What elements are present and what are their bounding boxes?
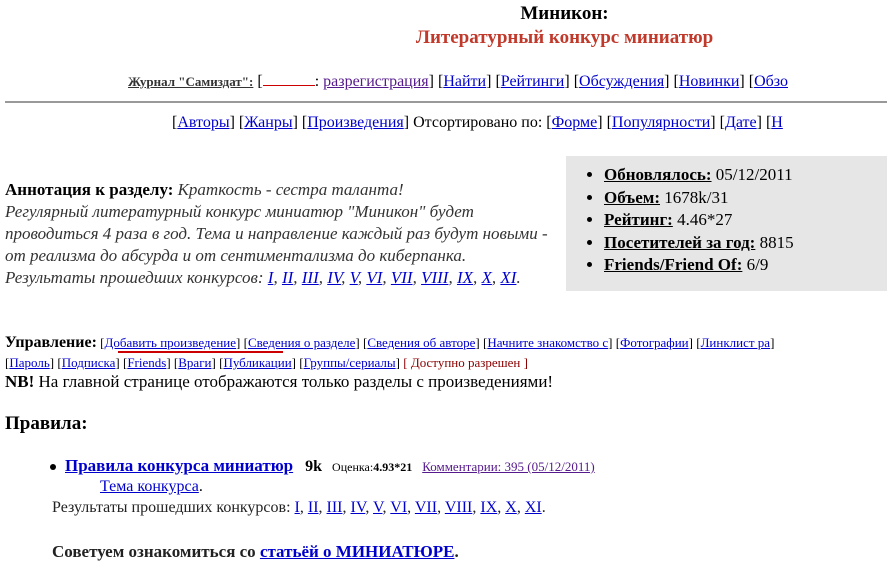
authors-link[interactable]: Авторы (177, 114, 230, 131)
rules-result-link-4[interactable]: V (373, 499, 383, 516)
sort-date-link[interactable]: Дате (724, 114, 757, 131)
stat-visitors: • Посетителей за год: 8815 (604, 232, 794, 255)
rules-result-link-1[interactable]: II (307, 499, 319, 516)
result-link-8[interactable]: IX (456, 268, 473, 287)
rating-label: Оценка: (332, 460, 374, 474)
divider (5, 101, 887, 103)
login-field[interactable] (263, 71, 315, 86)
rules-result-link-8[interactable]: IX (480, 499, 498, 516)
mgmt-link2-2[interactable]: Friends (127, 355, 167, 370)
rules-result-link-9[interactable]: X (505, 499, 517, 516)
stat-friends: • Friends/Friend Of: 6/9 (604, 254, 794, 277)
annotation-label: Аннотация к разделу: (5, 180, 174, 199)
result-link-9[interactable]: X (481, 268, 492, 287)
result-link-0[interactable]: I (267, 268, 274, 287)
mgmt-link2-1[interactable]: Подписка (61, 355, 116, 370)
sort-form-link[interactable]: Форме (551, 114, 598, 131)
result-link-1[interactable]: II (281, 268, 294, 287)
top-navigation: Журнал "Самиздат": [ : разрегистрация] [Найти] [Рейтинги] [Обсуждения] [Новинки] [Обзо (128, 73, 788, 90)
rules-result-link-2[interactable]: III (326, 499, 343, 516)
rules-result-link-0[interactable]: I (294, 499, 300, 516)
sort-more-link[interactable]: Н (771, 114, 783, 131)
article-link[interactable]: статьёй о МИНИАТЮРЕ (259, 542, 455, 561)
mgmt-link-2[interactable]: Сведения об авторе (367, 335, 476, 350)
access-status: Доступно разрешен (410, 355, 521, 370)
mgmt-link-3[interactable]: Начните знакомство с (487, 335, 609, 350)
stats-list (604, 164, 794, 277)
overview-link[interactable]: Обзо (754, 73, 788, 90)
ratings-link[interactable]: Рейтинги (500, 73, 565, 90)
rules-result-link-6[interactable]: VII (414, 499, 438, 516)
rating-value: 4.93*21 (373, 460, 413, 474)
discussions-link[interactable]: Обсуждения (579, 73, 665, 90)
list-item (50, 456, 595, 476)
mgmt-link-4[interactable]: Фотографии (620, 335, 689, 350)
management-bar: Управление: [Добавить произведение] [Сведения о разделе] [Сведения об авторе] [Начните знакомство с] [Фотографии] [Линклист ра] [Пароль] [Подписка] [Friends] [Враги] [Публикации] [Группы/сериалы] [ Доступно разрешен ] (5, 334, 775, 370)
annotation-text: Регулярный литературный конкурс миниатюр "Миникон" будет проводиться 4 раза в год. Тема и направление каждый раз будут новыми - от реализма до абсурда и от сентиментализма до киберпанка. (5, 202, 548, 265)
journal-label: Журнал "Самиздат": (128, 74, 254, 89)
stat-volume: • Объем: 1678k/31 (604, 187, 794, 210)
page-subtitle: Литературный конкурс миниатюр (415, 27, 714, 48)
results-links: I, II, III, IV, V, VI, VII, VIII, IX, X, XI. (267, 268, 521, 287)
rules-result-link-5[interactable]: VI (390, 499, 408, 516)
mgmt-link-1[interactable]: Сведения о разделе (247, 335, 356, 350)
rules-result-link-7[interactable]: VIII (444, 499, 473, 516)
stat-updated: • Обновлялось: 05/12/2011 (604, 164, 794, 187)
find-link[interactable]: Найти (443, 73, 487, 90)
mgmt-link2-4[interactable]: Публикации (223, 355, 292, 370)
rules-result-link-3[interactable]: IV (350, 499, 366, 516)
highlight-underline (118, 351, 283, 353)
sort-navigation: [Авторы] [Жанры] [Произведения] Отсортировано по: [Форме] [Популярности] [Дате] [Н (172, 114, 783, 131)
result-link-7[interactable]: VIII (421, 268, 449, 287)
result-link-10[interactable]: XI (500, 268, 517, 287)
mgmt-link-0[interactable]: Добавить произведение (104, 335, 237, 350)
bullet-icon (50, 464, 56, 470)
rules-heading: Правила: (5, 413, 88, 434)
mgmt-link-5[interactable]: Линклист ра (700, 335, 771, 350)
advice: Советуем ознакомиться со статьёй о МИНИАТЮРЕ. (52, 542, 459, 561)
rules-link[interactable]: Правила конкурса миниатюр (65, 456, 294, 475)
results-label: Результаты прошедших конкурсов: (5, 268, 264, 287)
news-link[interactable]: Новинки (678, 73, 740, 90)
result-link-3[interactable]: IV (327, 268, 342, 287)
results-row: Результаты прошедших конкурсов: I, II, III, IV, V, VI, VII, VIII, IX, X, XI. (52, 499, 546, 516)
mgmt-link2-5[interactable]: Группы/сериалы (303, 355, 396, 370)
result-link-4[interactable]: V (349, 268, 358, 287)
works-link[interactable]: Произведения (307, 114, 404, 131)
result-link-6[interactable]: VII (390, 268, 413, 287)
sort-popularity-link[interactable]: Популярности (611, 114, 711, 131)
annotation-motto: Краткость - сестра таланта! (177, 180, 404, 199)
stat-rating: • Рейтинг: 4.46*27 (604, 209, 794, 232)
comments-link[interactable]: Комментарии: 395 (05/12/2011) (422, 459, 595, 474)
nb-notice: NB! На главной странице отображаются только разделы с произведениями! (5, 372, 554, 391)
page-title: Миникон: (520, 3, 609, 24)
unregister-link[interactable]: разрегистрация (323, 73, 429, 90)
result-link-5[interactable]: VI (366, 268, 383, 287)
result-link-2[interactable]: III (301, 268, 319, 287)
management-label: Управление: (5, 334, 97, 351)
annotation (5, 179, 560, 289)
theme-link[interactable]: Тема конкурса (100, 478, 199, 495)
mgmt-link2-0[interactable]: Пароль (9, 355, 50, 370)
rules-result-link-10[interactable]: XI (524, 499, 542, 516)
item-size: 9k (305, 458, 323, 475)
mgmt-link2-3[interactable]: Враги (178, 355, 212, 370)
sorted-by-label: Отсортировано по: (413, 114, 543, 131)
genres-link[interactable]: Жанры (244, 114, 293, 131)
